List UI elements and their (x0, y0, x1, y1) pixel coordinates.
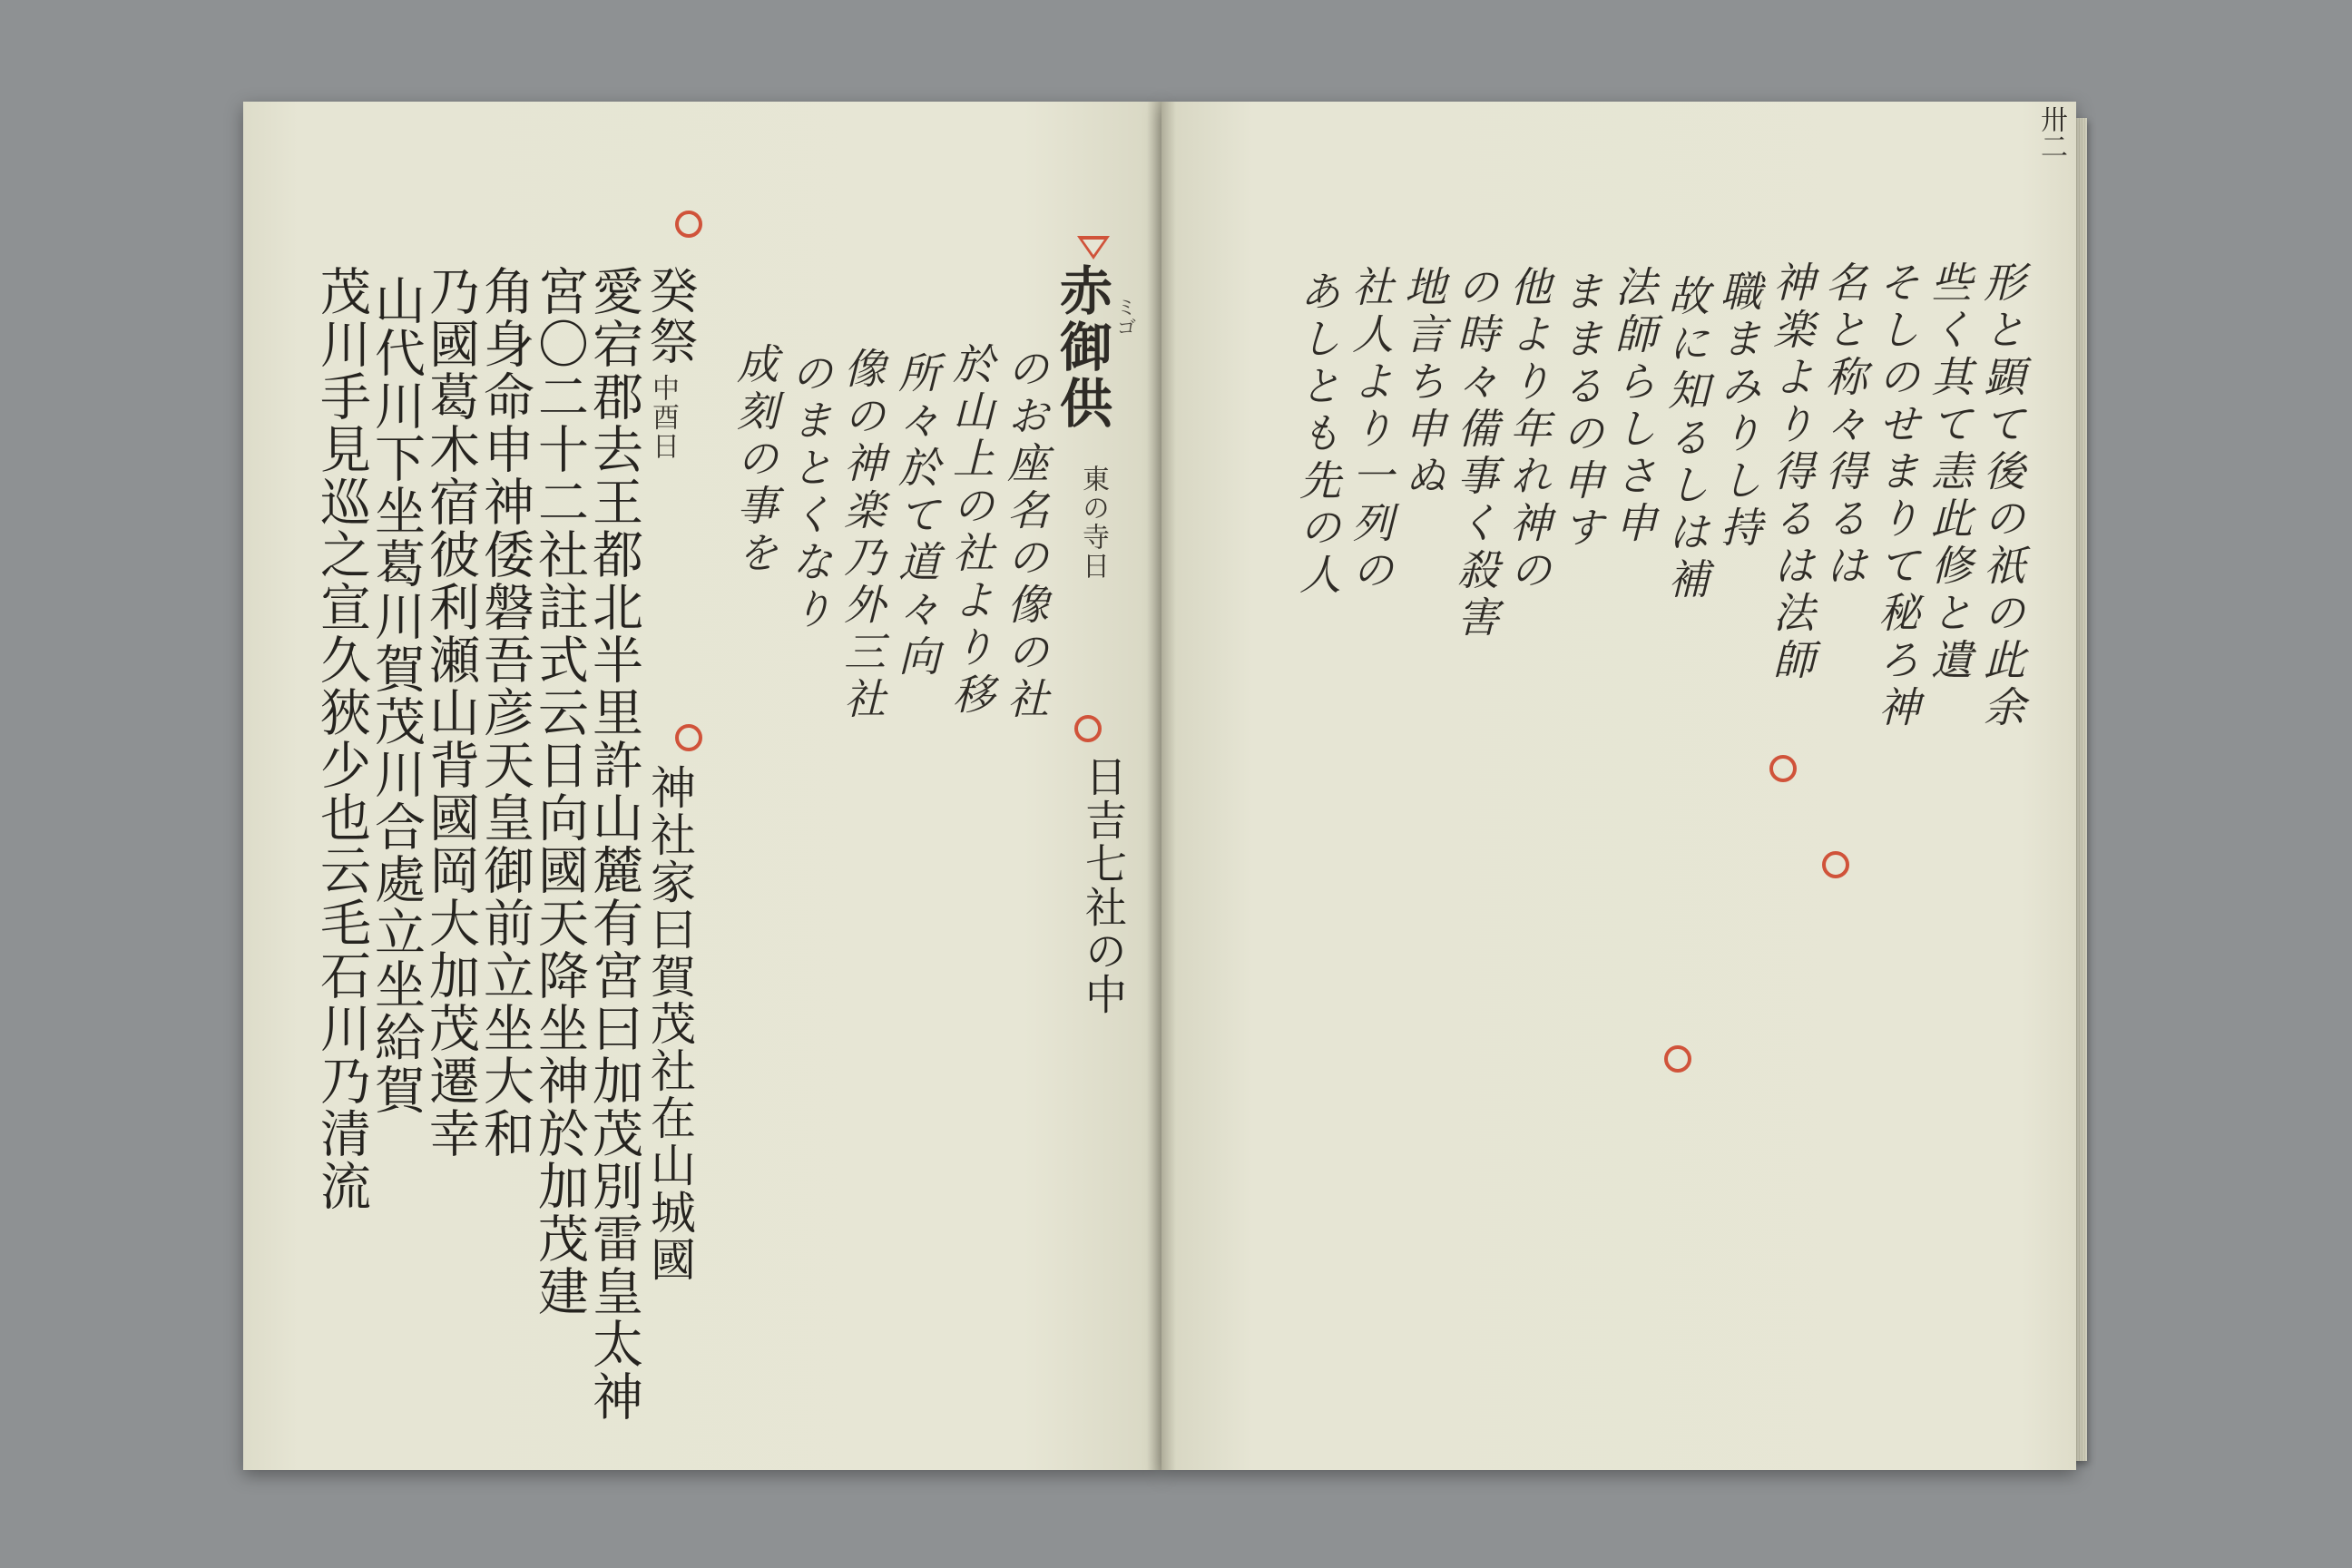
red-circle-mark (675, 211, 702, 238)
reading-annotation: ミゴ (1113, 297, 1136, 337)
right-column-14: あしとも先の人 (1293, 270, 1342, 600)
red-circle-mark (1664, 1045, 1691, 1073)
script-column-3: 所々於て道々向 (892, 351, 941, 681)
print-column-5: 山代川下坐葛川賀茂川合處立坐給賀 (367, 274, 426, 1116)
open-book (243, 102, 2076, 1470)
print-column-1: 愛宕郡去王都北半里許山麓有宮曰加茂別雷皇太神 (584, 265, 643, 1423)
red-circle-mark (1074, 715, 1102, 742)
left-page (243, 102, 1161, 1470)
right-column-10: 他より年れ神の (1504, 265, 1553, 595)
right-column-1: 形と顕て後の祇の此余 (1977, 260, 2026, 732)
red-circle-mark (1769, 755, 1797, 782)
script-column-1: のお座名の像の社 (1001, 347, 1050, 724)
right-column-5: 神楽より得るは法師 (1767, 260, 1816, 685)
red-circle-mark (1822, 851, 1849, 878)
right-page (1161, 102, 2076, 1470)
print-column-4: 乃國葛木宿彼利瀬山背國岡大加茂遷幸 (421, 265, 480, 1160)
right-column-9: ままるの申す (1556, 270, 1605, 553)
hiyoshi-heading: 日吉七社の中 (1079, 755, 1128, 1016)
print-column-6: 茂川手見巡之宣久狹少也云毛石川乃清流 (312, 265, 371, 1212)
right-column-12: 地言ち申ぬ (1398, 265, 1447, 501)
shrine-heading: 神社家曰賀茂社在山城國 (643, 764, 696, 1283)
heading-festival: 癸祭 (642, 265, 699, 367)
script-column-6: 成刻の事を (730, 342, 779, 578)
right-column-2: 些く其て恚此修と遺 (1925, 260, 1974, 685)
festival-note: 中酉日 (647, 374, 679, 461)
script-column-4: 像の神楽乃外三社 (838, 347, 887, 724)
heading-red-offering: 赤御供 (1051, 263, 1112, 432)
red-triangle-mark (1077, 236, 1110, 260)
right-column-11: の時々備事く殺害 (1451, 265, 1500, 642)
right-column-3: そしのせまりて秘ろ神 (1872, 260, 1921, 732)
script-column-5: のまとくなり (785, 351, 834, 634)
book-gutter (1147, 102, 1176, 1470)
print-column-2: 宮〇二十二社註式云日向國天降坐神於加茂建 (530, 265, 589, 1318)
heading-note: 東の寺日 (1077, 465, 1109, 581)
right-column-8: 法師らしさ申 (1609, 265, 1658, 548)
right-column-13: 社人より一列の (1346, 265, 1395, 595)
right-column-6: 職まみりし持 (1714, 270, 1763, 553)
right-column-4: 名と称々得るは (1819, 260, 1868, 591)
right-column-7: 故に知るしは補 (1661, 274, 1710, 604)
page-number: 卅二 (2035, 105, 2067, 160)
red-circle-mark (675, 724, 702, 751)
print-column-3: 角身命申神倭磐吾彦天皇御前立坐大和 (475, 265, 534, 1160)
script-column-2: 於山上の社より移 (946, 342, 995, 720)
